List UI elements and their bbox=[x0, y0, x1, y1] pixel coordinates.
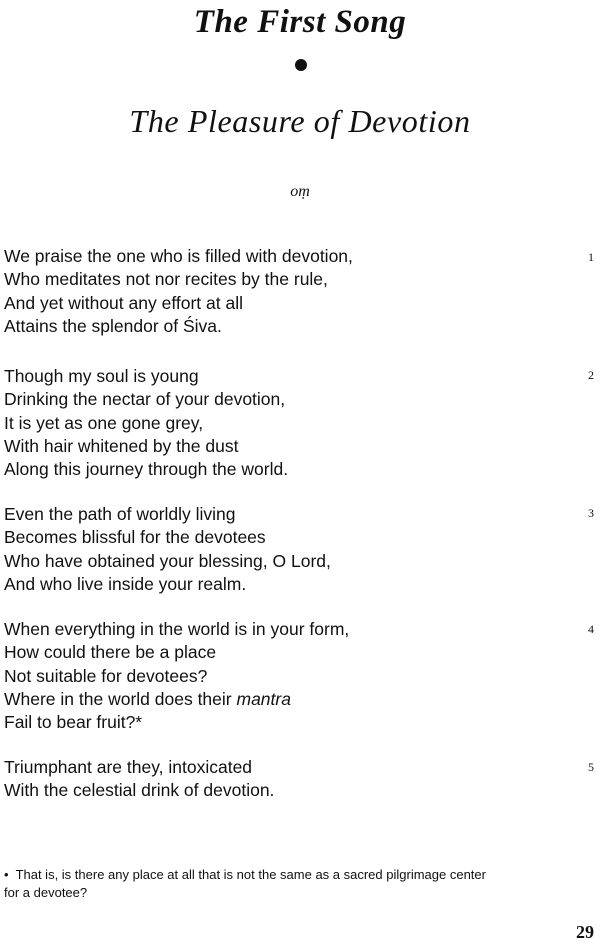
verse-line bbox=[4, 688, 564, 711]
footnote-line: for a devotee? bbox=[4, 885, 88, 900]
verse-line: And who live inside your realm. bbox=[4, 573, 247, 594]
stanza-4 bbox=[4, 618, 564, 734]
footnote-marker: • bbox=[4, 867, 9, 882]
stanza-2 bbox=[4, 365, 564, 481]
verse-line: And yet without any effort at all bbox=[4, 292, 243, 313]
invocation: oṃ bbox=[290, 183, 310, 200]
verse-line: Triumphant are they, intoxicated bbox=[4, 757, 253, 777]
footnote-line bbox=[4, 866, 564, 884]
footnote-text: That is, is there any place at all that is not the same as a sacred pilgrimage center bbox=[15, 867, 486, 882]
verse-line: With the celestial drink of devotion. bbox=[4, 780, 275, 801]
verse-line: Not suitable for devotees? bbox=[4, 665, 208, 686]
footnote bbox=[4, 866, 564, 902]
verse-line: Becomes blissful for the devotees bbox=[4, 527, 266, 548]
stanza-5 bbox=[4, 756, 564, 803]
stanza-number: 1 bbox=[588, 250, 594, 264]
verse-line: Though my soul is young bbox=[4, 366, 199, 386]
stanza-number: 2 bbox=[588, 368, 594, 382]
verse-line: Drinking the nectar of your devotion, bbox=[4, 389, 286, 410]
song-subtitle: The Pleasure of Devotion bbox=[129, 103, 471, 139]
verse-line: With hair whitened by the dust bbox=[4, 435, 239, 456]
verse-line-text: Where in the world does their bbox=[4, 688, 232, 709]
verse-line: It is yet as one gone grey, bbox=[4, 412, 204, 433]
verse-line: Even the path of worldly living bbox=[4, 504, 236, 524]
verse-line: When everything in the world is in your form, bbox=[4, 619, 350, 639]
verse-line: We praise the one who is filled with devotion, bbox=[4, 246, 353, 266]
verse-line: How could there be a place bbox=[4, 642, 217, 663]
stanza-1 bbox=[4, 245, 564, 338]
verse-line: Who have obtained your blessing, O Lord, bbox=[4, 550, 331, 571]
stanza-number: 5 bbox=[588, 760, 594, 774]
stanza-3 bbox=[4, 503, 564, 596]
song-title: The First Song bbox=[193, 4, 407, 40]
stanza-number: 3 bbox=[588, 506, 594, 520]
verse-line: Attains the splendor of Śiva. bbox=[4, 315, 222, 336]
page-number: 29 bbox=[576, 922, 594, 942]
stanza-number: 4 bbox=[588, 622, 594, 636]
verse-line: Who meditates not nor recites by the rule, bbox=[4, 269, 328, 290]
verse-line: Fail to bear fruit?* bbox=[4, 712, 143, 733]
emphasis-mantra: mantra bbox=[236, 688, 291, 709]
verse-line: Along this journey through the world. bbox=[4, 459, 289, 480]
bullet-separator bbox=[295, 59, 307, 71]
